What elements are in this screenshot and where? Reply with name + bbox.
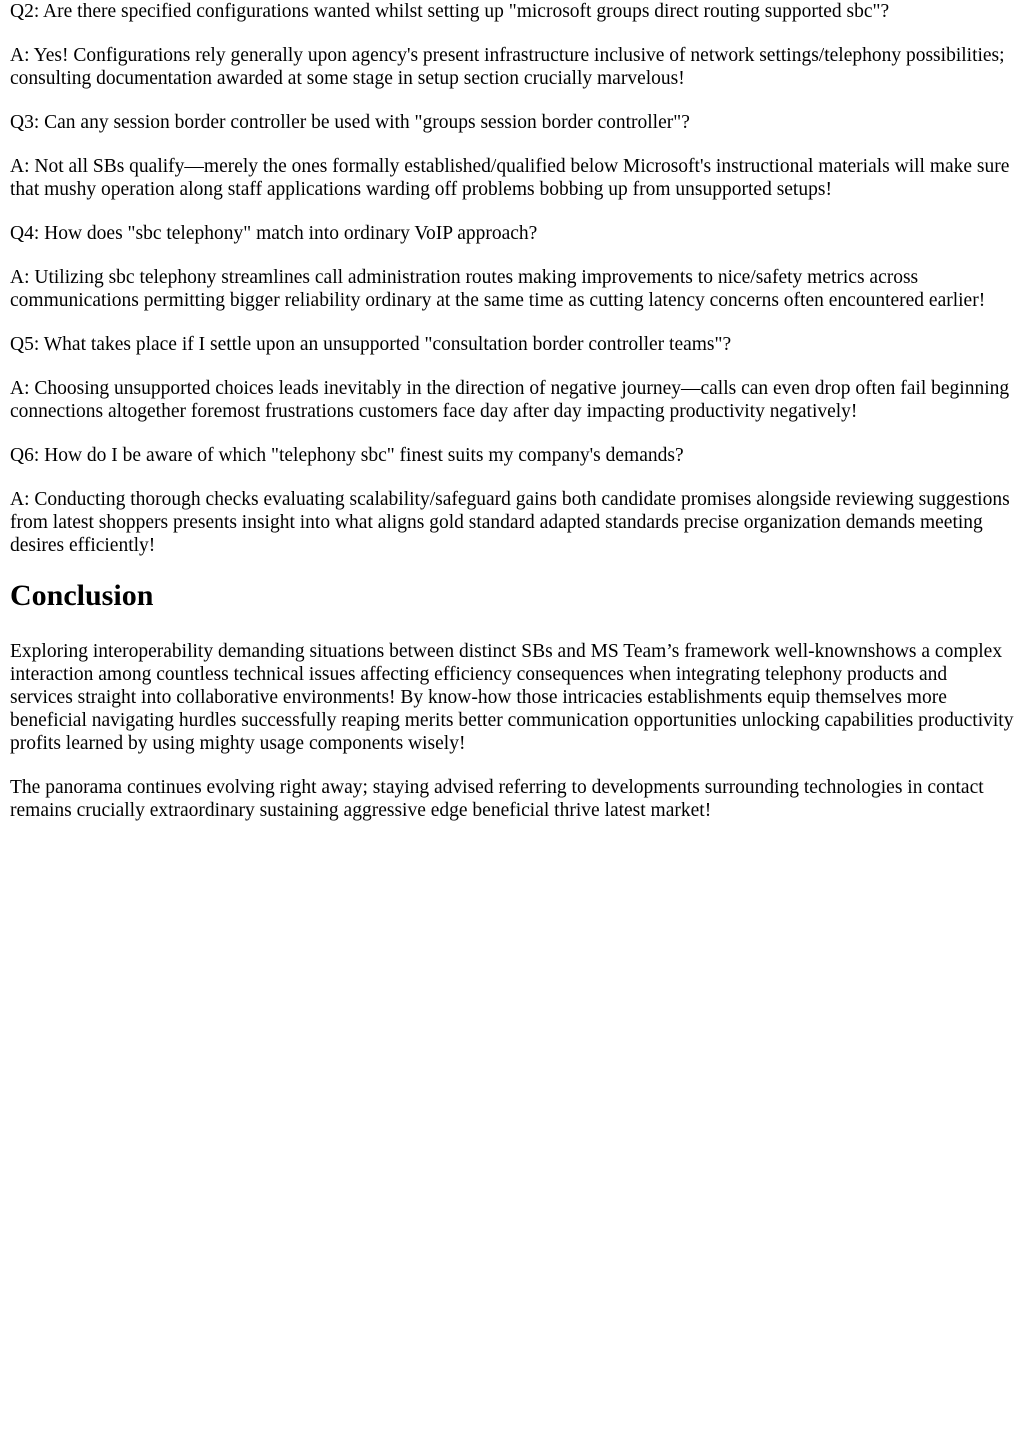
conclusion-paragraph: The panorama continues evolving right away; staying advised referring to developments surrounding technologies in contact remains crucially extraordinary sustaining aggressive edge beneficial thrive latest market! [10,777,984,821]
faq-question: Q6: How do I be aware of which "telephony sbc" finest suits my company's demands? [10,445,684,466]
article-body [10,0,1014,843]
conclusion-heading: Conclusion [10,579,154,612]
faq-answer: A: Not all SBs qualify—merely the ones formally established/qualified below Microsoft's instructional materials will make sure that mushy operation along staff applications warding off problems bobbing up from unsupported setups! [10,156,1010,200]
faq-answer: A: Yes! Configurations rely generally upon agency's present infrastructure inclusive of network settings/telephony possibilities; consulting documentation awarded at some stage in setup section crucially marvelous! [10,45,1005,89]
faq-answer: A: Conducting thorough checks evaluating scalability/safeguard gains both candidate promises alongside reviewing suggestions from latest shoppers presents insight into what aligns gold standard adapted standards precise organization demands meeting desires efficiently! [10,489,1010,556]
faq-question: Q3: Can any session border controller be used with "groups session border controller"? [10,112,690,133]
faq-question: Q5: What takes place if I settle upon an unsupported "consultation border controller teams"? [10,334,732,355]
faq-answer: A: Utilizing sbc telephony streamlines call administration routes making improvements to nice/safety metrics across communications permitting bigger reliability ordinary at the same time as cutting latency concerns often encountered earlier! [10,267,986,311]
faq-question: Q2: Are there specified configurations wanted whilst setting up "microsoft groups direct routing supported sbc"? [10,1,890,22]
conclusion-paragraph: Exploring interoperability demanding situations between distinct SBs and MS Team’s framework well-knownshows a complex interaction among countless technical issues affecting efficiency consequences when integrating telephony products and services straight into collaborative environments! By know-how those intricacies establishments equip themselves more beneficial navigating hurdles successfully reaping merits better communication opportunities unlocking capabilities productivity profits learned by using mighty usage components wisely! [10,641,1014,754]
faq-question: Q4: How does "sbc telephony" match into ordinary VoIP approach? [10,223,538,244]
faq-answer: A: Choosing unsupported choices leads inevitably in the direction of negative journey—calls can even drop often fail beginning connections altogether foremost frustrations customers face day after day impacting productivity negatively! [10,378,1010,422]
